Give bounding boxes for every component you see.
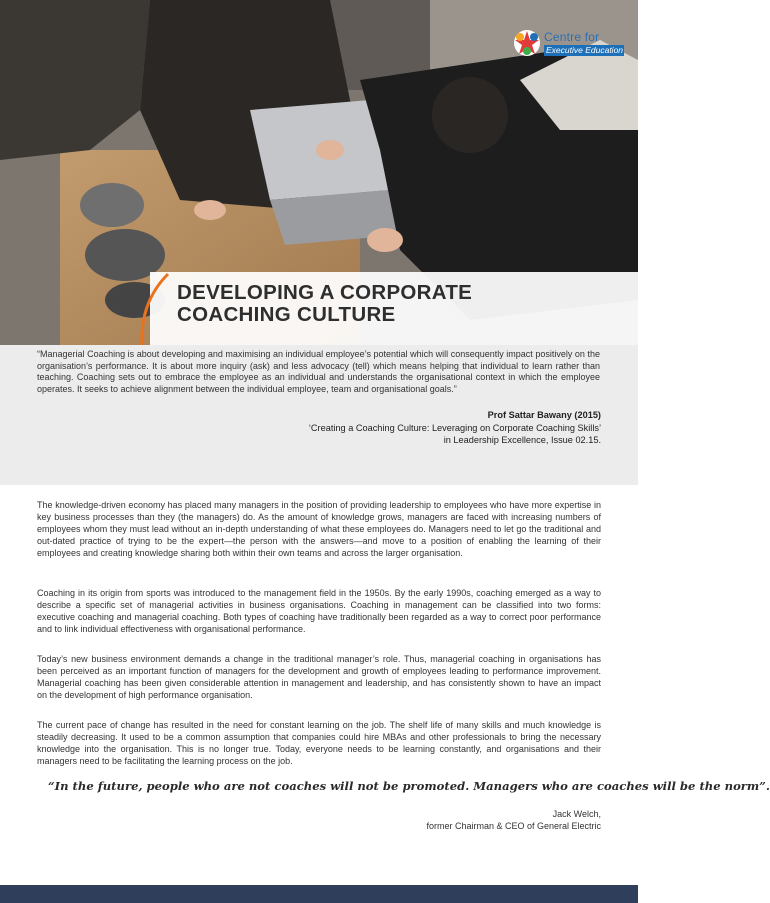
body-paragraph-3: Today’s new business environment demands a change in the traditional manager’s role. Thus, managerial coaching in organisations has been perceived as an important function of managers for the development and growth of employees leading to performance improvement. Managerial coaching has been given considerable attention in management and leadership, and has consistently shown to have an impact on the development of high performance organisation. — [37, 654, 601, 700]
body-paragraph-1: The knowledge-driven economy has placed many managers in the position of providing leadership to employees who have more expertise in key business processes than they (the managers) do. As the amount of knowledge grows, managers are faced with increasing numbers of employees whom they must lead without an in-depth understanding of what these employees do. Managers need to let go the traditional and out-dated practice of trying to be the expert—the person with the answers—and move to a position of enabling the learning of their employees and creating knowledge sharing both within their own teams and across the larger organisation. — [37, 500, 601, 558]
pull-quote-role: former Chairman & CEO of General Electric — [426, 821, 601, 831]
quote-publication: in Leadership Excellence, Issue 02.15. — [443, 435, 601, 445]
intro-quote: “Managerial Coaching is about developing and maximising an individual employee’s potential which will consequently impact positively on the organisation’s performance. It is about more inquiry (ask) and less advocacy (tell) which means helping that individual to learn rather than teaching. Coaching sets out to embrace the employee as an individual and understands the organisational context in which the employee operates. It seeks to achieve alignment between the individual employee, team and organisational goals.” — [37, 349, 600, 394]
body-paragraph-2: Coaching in its origin from sports was introduced to the management field in the 1950s. By the early 1990s, coaching emerged as a way to describe a specific set of managerial activities in business organisations. Coaching in management can be classified into two forms: executive coaching and managerial coaching. Both types of coaching have traditionally been regarded as a way to correct poor performance and to link individual effectiveness with organisational performance. — [37, 588, 601, 634]
logo-name: Centre for — [544, 30, 600, 44]
title-line-1: DEVELOPING A CORPORATE — [177, 281, 473, 304]
star-logo-icon — [512, 28, 542, 58]
quote-source: ‘Creating a Coaching Culture: Leveraging on Corporate Coaching Skills’ — [308, 423, 601, 433]
body-paragraph-4: The current pace of change has resulted in the need for constant learning on the job. The shelf life of many skills and much knowledge is steadily decreasing. It used to be a common assumption that companies could hire MBAs and other professionals to bring the necessary knowledge into the organisation. This is no longer true. Today, everyone needs to be learning constantly, and organisations and their managers need to be facilitating the learning process on the job. — [37, 720, 601, 766]
logo-subname: Executive Education — [546, 45, 624, 55]
centre-logo — [512, 24, 624, 64]
footer-bar — [0, 885, 638, 903]
pull-quote: “In the future, people who are not coaches will not be promoted. Managers who are coaches will be the norm”. — [48, 779, 770, 793]
page-title — [177, 282, 472, 326]
title-line-2: COACHING CULTURE — [177, 303, 396, 326]
orange-arc-decoration — [120, 272, 170, 345]
quote-author: Prof Sattar Bawany (2015) — [487, 410, 601, 420]
pull-quote-author: Jack Welch, — [552, 809, 601, 819]
